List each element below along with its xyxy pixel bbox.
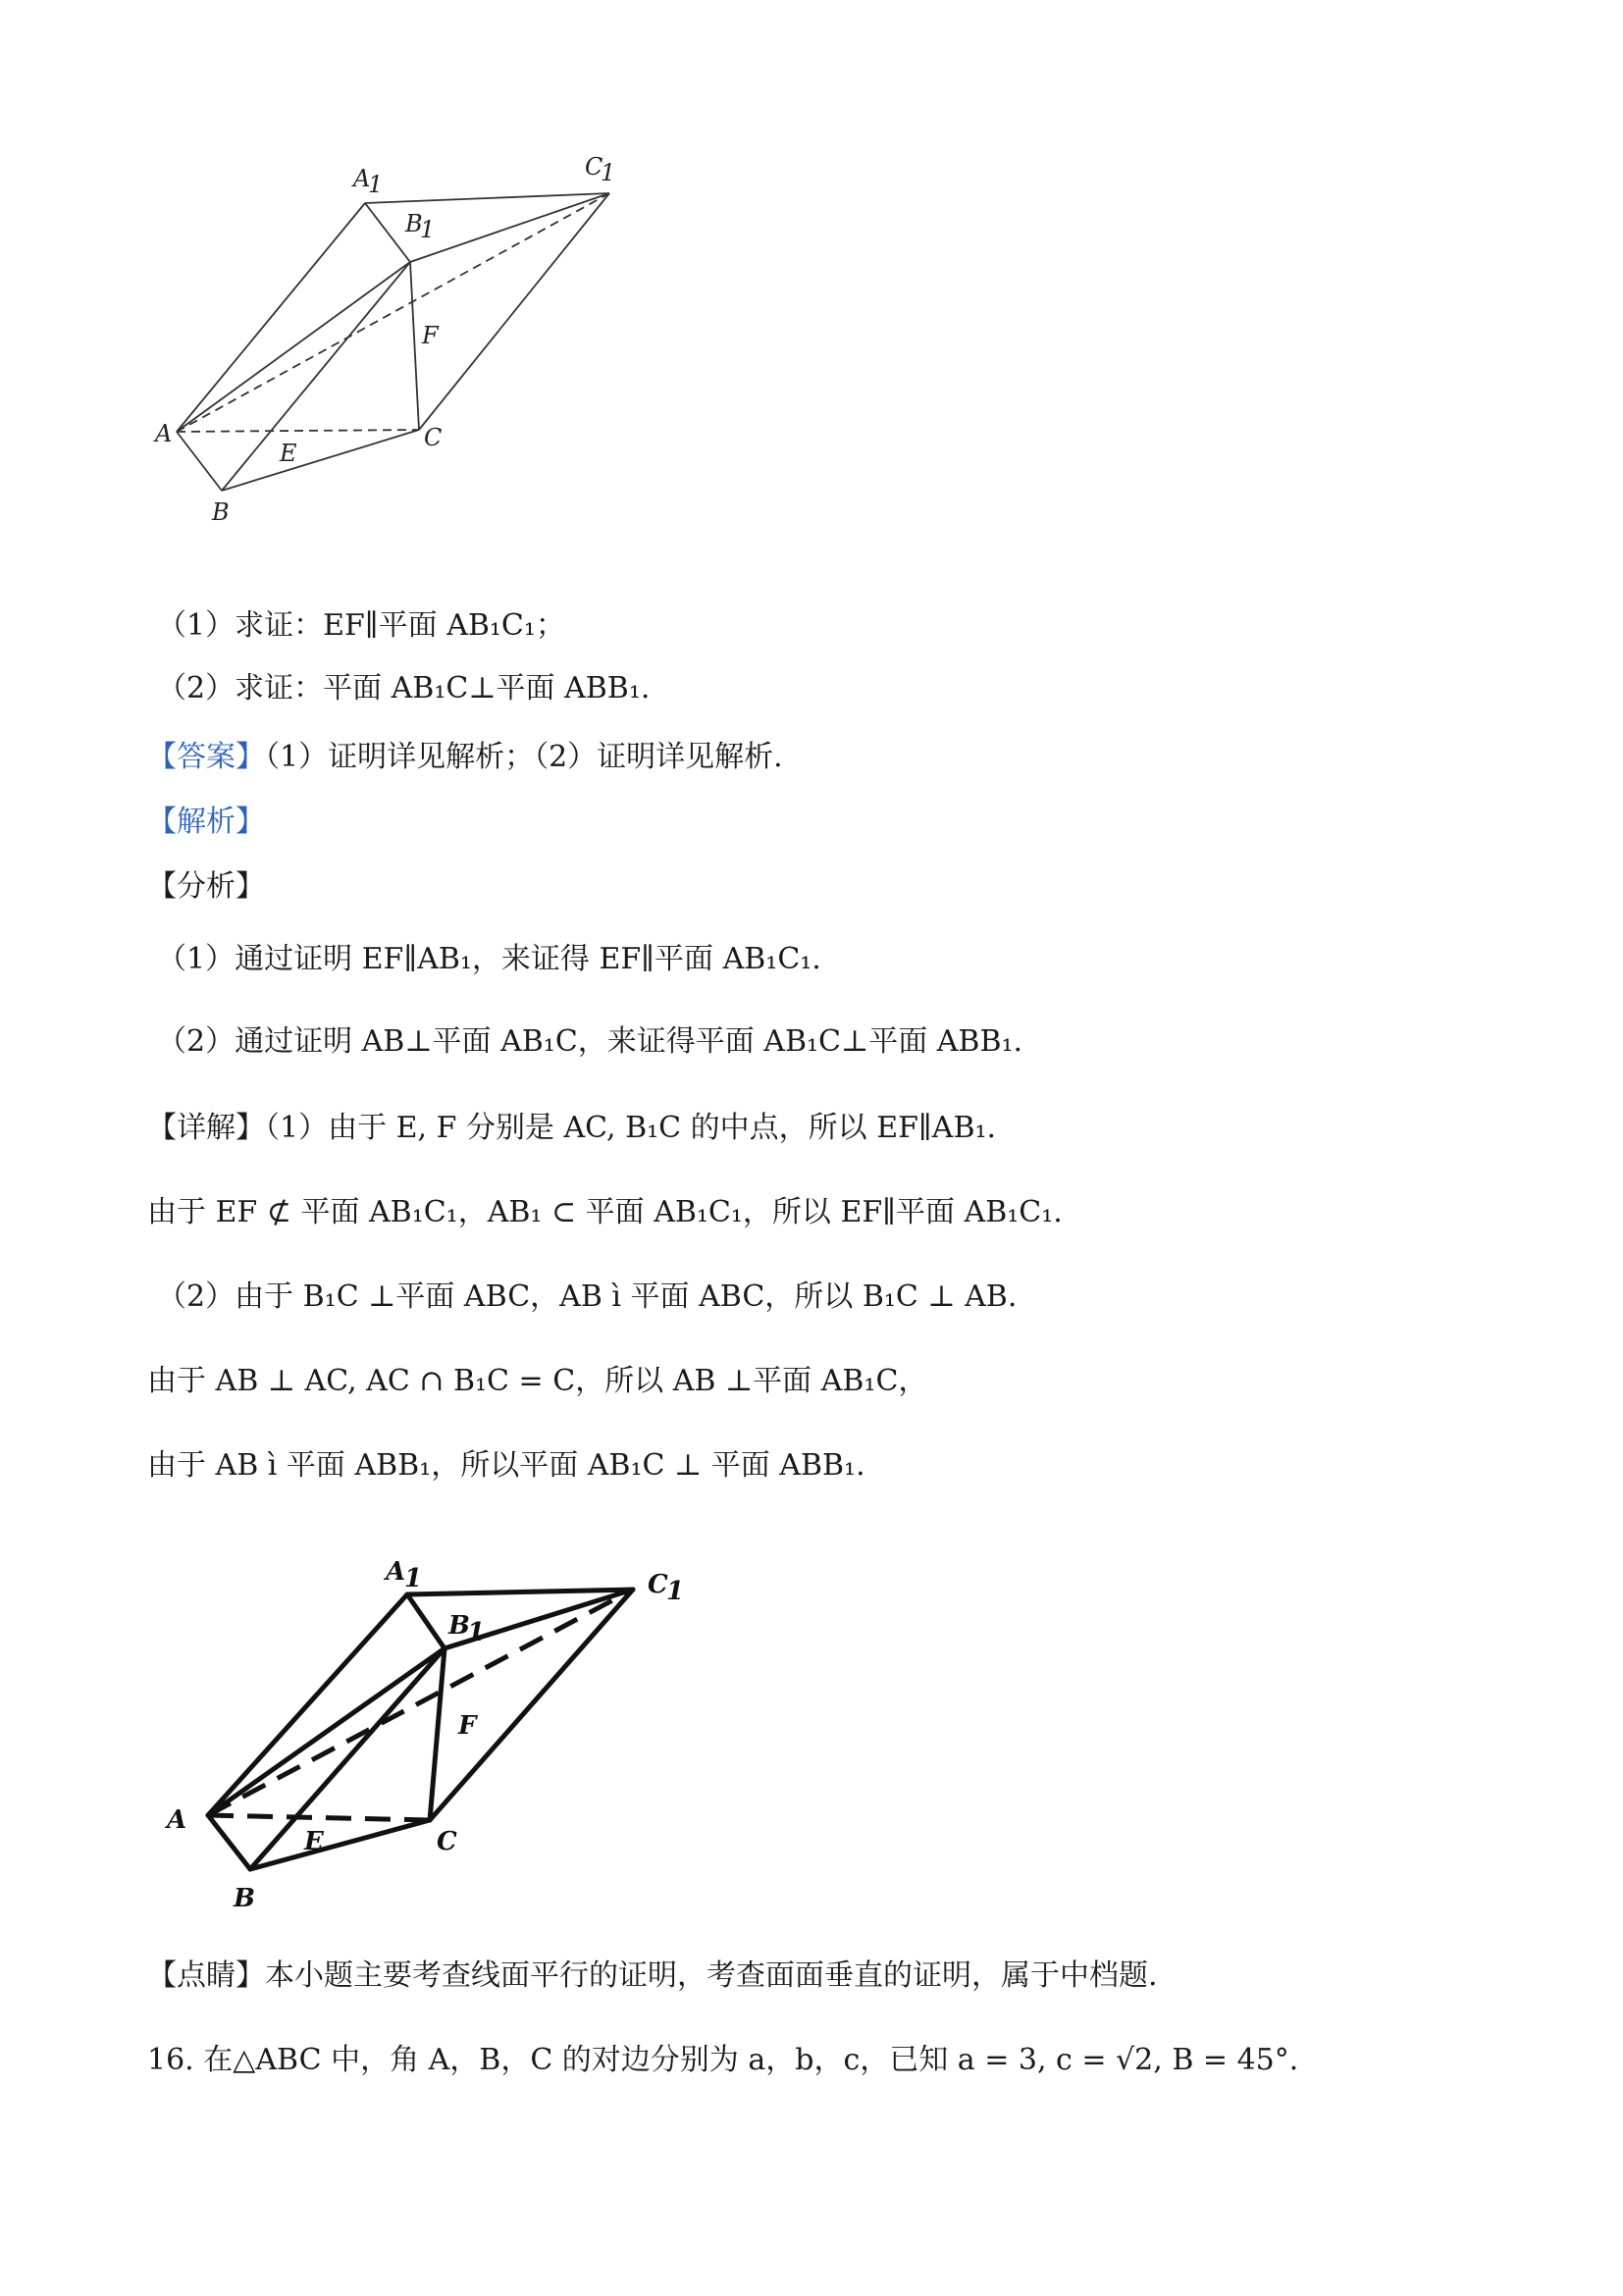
- label-C1-sub: 1: [666, 1577, 685, 1606]
- xiangjie-line-3: （2）由于 B₁C ⊥平面 ABC，AB ì 平面 ABC，所以 B₁C ⊥ AB.: [157, 1279, 1018, 1314]
- figure-prism-2: [157, 1536, 707, 1928]
- label-C1: C: [585, 153, 603, 181]
- label-A1: A: [386, 1557, 406, 1587]
- label-C1-sub: 1: [601, 159, 616, 186]
- answer-line: [147, 738, 783, 777]
- label-B1: B: [448, 1611, 470, 1641]
- label-B1-sub: 1: [420, 216, 436, 243]
- label-E: E: [304, 1827, 324, 1856]
- label-B: B: [212, 498, 230, 526]
- fenxi-line-1: （1）通过证明 EF∥AB₁，来证得 EF∥平面 AB₁C₁.: [157, 942, 821, 976]
- dianjing-line: [147, 1957, 1158, 1996]
- xiangjie-line-2: 由于 EF ⊄ 平面 AB₁C₁，AB₁ ⊂ 平面 AB₁C₁，所以 EF∥平面 AB₁C₁.: [147, 1195, 1063, 1229]
- label-B1-sub: 1: [467, 1618, 486, 1647]
- label-A: A: [155, 420, 173, 447]
- xiangjie-line-5: 由于 AB ì 平面 ABB₁，所以平面 AB₁C ⊥ 平面 ABB₁.: [147, 1448, 865, 1483]
- label-C1: C: [648, 1570, 668, 1599]
- fenxi-line-2: （2）通过证明 AB⊥平面 AB₁C，来证得平面 AB₁C⊥平面 ABB₁.: [157, 1024, 1023, 1059]
- label-A1-sub: 1: [404, 1564, 423, 1593]
- label-B: B: [234, 1884, 255, 1913]
- label-F: F: [422, 322, 439, 349]
- label-A1-sub: 1: [368, 171, 384, 198]
- answer-text: （1）证明详见解析；（2）证明详见解析.: [265, 740, 783, 774]
- xiangjie-line-1: [147, 1109, 996, 1148]
- figure-prism-1: [147, 147, 638, 540]
- label-C: C: [424, 424, 443, 451]
- answer-tag: 【答案】: [147, 740, 265, 774]
- xiangjie-tag: 【详解】: [147, 1111, 265, 1145]
- dianjing-tag: 【点睛】: [147, 1958, 265, 1993]
- label-F: F: [458, 1711, 477, 1741]
- dianjing-text: 本小题主要考查线面平行的证明，考查面面垂直的证明，属于中档题.: [265, 1958, 1158, 1993]
- xiangjie-text-1: （1）由于 E, F 分别是 AC, B₁C 的中点，所以 EF∥AB₁.: [265, 1111, 997, 1145]
- label-E: E: [280, 440, 297, 467]
- jiexi-tag: 【解析】: [147, 805, 265, 839]
- label-B1: B: [405, 210, 423, 237]
- question-1: （1）求证：EF∥平面 AB₁C₁；: [157, 608, 565, 643]
- fenxi-tag: 【分析】: [147, 869, 265, 904]
- label-C: C: [437, 1827, 457, 1856]
- xiangjie-line-4: 由于 AB ⊥ AC, AC ∩ B₁C = C，所以 AB ⊥平面 AB₁C，: [147, 1364, 928, 1398]
- label-A1: A: [353, 165, 371, 192]
- question-2: （2）求证：平面 AB₁C⊥平面 ABB₁.: [157, 671, 651, 705]
- question-16: 16. 在△ABC 中，角 A，B，C 的对边分别为 a，b，c，已知 a = 3, c = √2, B = 45°.: [147, 2043, 1299, 2077]
- label-A: A: [167, 1805, 187, 1835]
